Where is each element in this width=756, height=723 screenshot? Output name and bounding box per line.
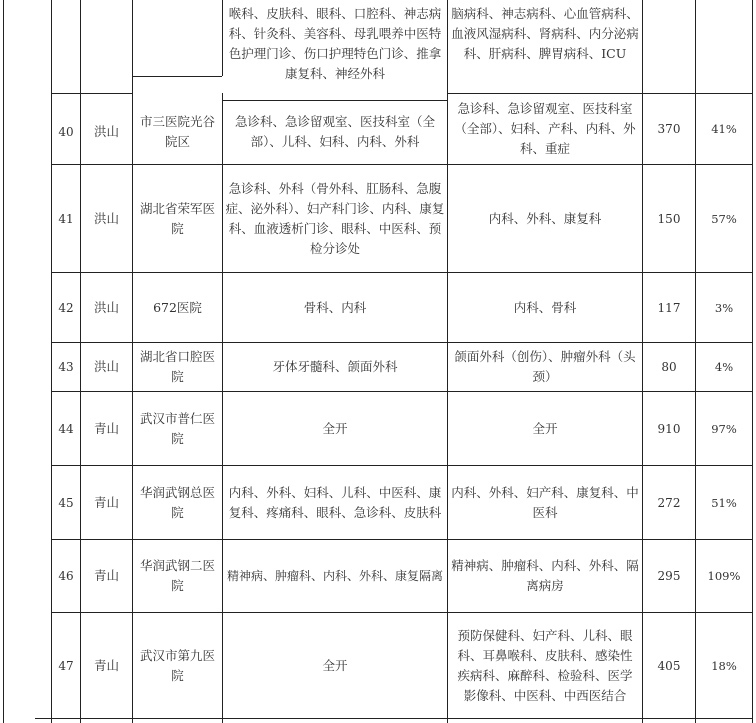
bed-count: 117: [657, 300, 681, 315]
inpatient-departments: 颌面外科（创伤）、肿瘤外科（头颈）: [454, 349, 636, 384]
occupancy-rate: 97%: [711, 421, 737, 436]
hospital-name: 武汉市普仁医院: [139, 410, 215, 446]
bed-count: 295: [657, 569, 681, 583]
outpatient-departments: 全开: [322, 657, 348, 673]
hospital-name: 672医院: [153, 299, 202, 315]
partial-outpatient-text: 喉科、皮肤科、眼科、口腔科、神志病科、针灸科、美容科、母乳喂养中医特色护理门诊、伤口护理特色门诊、推拿康复科、神经外科: [228, 6, 442, 81]
outpatient-departments: 骨科、内科: [303, 299, 367, 315]
district: 青山: [93, 657, 119, 673]
outpatient-departments: 精神病、肿瘤科、内科、外科、康复隔离: [226, 569, 443, 583]
occupancy-rate: 51%: [711, 495, 737, 510]
row-number: 46: [58, 569, 74, 583]
row-number: 44: [58, 421, 74, 436]
bed-count: 272: [657, 495, 681, 510]
occupancy-rate: 18%: [711, 658, 737, 673]
outpatient-departments: 急诊科、急诊留观室、医技科室（全部）、儿科、妇科、内科、外科: [234, 114, 435, 149]
row-border-47: [35, 718, 752, 719]
hospital-name: 湖北省荣军医院: [139, 200, 215, 236]
row-number: 42: [58, 300, 74, 315]
outpatient-departments: 内科、外科、妇科、儿科、中医科、康复科、疼痛科、眼科、急诊科、皮肤科: [228, 484, 442, 520]
hospital-name: 武汉市第九医院: [139, 647, 215, 683]
row-number: 47: [58, 658, 74, 673]
bed-count: 405: [657, 658, 681, 673]
partial-inpatient-text: 脑病科、神志病科、心血管病科、血液风湿病科、肾病科、内分泌病科、肝病科、脾胃病科、ICU: [451, 6, 639, 61]
table-left-border: [3, 0, 4, 723]
partial-inpatient-cell: [448, 0, 642, 93]
table-right-border: [752, 0, 753, 723]
row-number: 40: [58, 125, 74, 139]
inpatient-departments: 预防保健科、妇产科、儿科、眼科、耳鼻喉科、皮肤科、感染性疾病科、麻醉科、检验科、医学影像科、中医科、中西医结合: [457, 627, 633, 703]
district: 洪山: [93, 299, 119, 315]
inpatient-departments: 内科、外科、妇产科、康复科、中医科: [451, 484, 639, 520]
district: 洪山: [93, 359, 119, 374]
row-number: 45: [58, 495, 74, 510]
row-number: 43: [58, 360, 74, 374]
inpatient-departments: 急诊科、急诊留观室、医技科室（全部）、妇科、产科、内科、外科、重症: [454, 100, 636, 156]
occupancy-rate: 109%: [707, 569, 741, 583]
inpatient-departments: 内科、骨科: [513, 299, 577, 315]
hospital-name: 华润武钢二医院: [139, 558, 215, 593]
inpatient-departments: 全开: [532, 420, 558, 436]
partial-outpatient-cell: [223, 0, 447, 93]
inpatient-departments: 内科、外科、康复科: [488, 210, 602, 226]
occupancy-rate: 3%: [714, 300, 734, 315]
district: 洪山: [93, 210, 119, 226]
district: 洪山: [93, 124, 119, 139]
outpatient-departments: 急诊科、外科（骨外科、肛肠科、急腹症、泌外科）、妇产科门诊、内科、康复科、血液透析门诊、眼科、中医科、预检分诊处: [225, 180, 445, 256]
row-border-top-partial-b: [132, 76, 222, 77]
occupancy-rate: 41%: [711, 121, 737, 136]
outpatient-departments: 牙体牙髓科、颌面外科: [272, 359, 398, 374]
district: 青山: [93, 420, 119, 436]
outpatient-departments: 全开: [322, 420, 348, 436]
occupancy-rate: 57%: [711, 211, 737, 226]
district: 青山: [93, 568, 119, 583]
hospital-name: 市三医院光谷院区: [139, 114, 215, 149]
occupancy-rate: 4%: [714, 360, 734, 374]
bed-count: 150: [657, 211, 681, 226]
hospital-name: 华润武钢总医院: [139, 484, 215, 520]
bed-count: 370: [657, 121, 681, 136]
district: 青山: [93, 494, 119, 510]
row-border-top-partial-a: [51, 93, 132, 94]
inpatient-departments: 精神病、肿瘤科、内科、外科、隔离病房: [451, 558, 639, 593]
hospital-name: 湖北省口腔医院: [139, 349, 215, 384]
row-number: 41: [58, 211, 74, 226]
bed-count: 80: [661, 360, 677, 374]
bed-count: 910: [657, 421, 681, 436]
